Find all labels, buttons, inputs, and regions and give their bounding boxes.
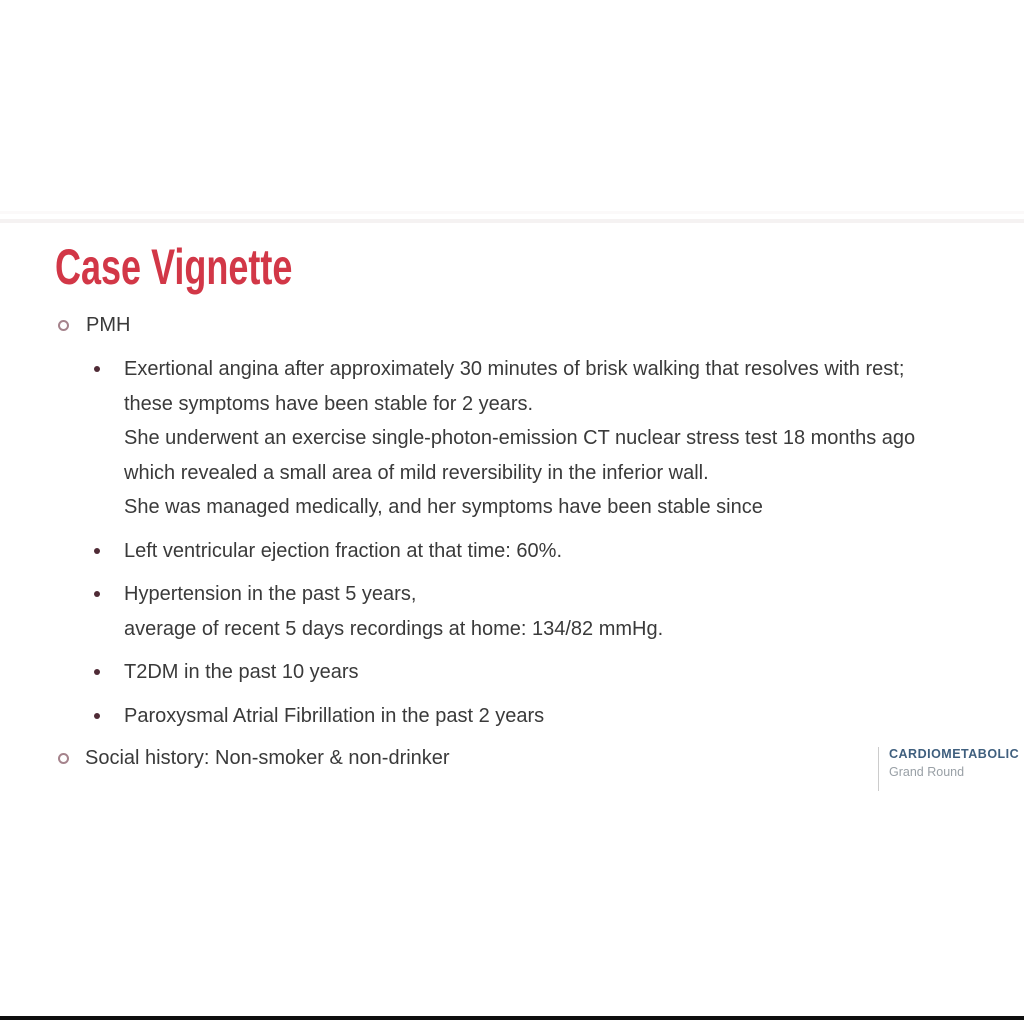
text-line: She underwent an exercise single-photon-emission CT nuclear stress test 18 months ago — [124, 427, 916, 449]
text-line: these symptoms have been stable for 2 years. — [124, 392, 534, 415]
logo-subtitle-text: Grand Round — [889, 765, 965, 779]
dot-bullet-icon — [94, 669, 100, 675]
text-line: Paroxysmal Atrial Fibrillation in the past 2 years — [124, 704, 545, 727]
bullet-item-social-history — [58, 741, 450, 776]
slide-top-rule-outer — [0, 211, 1024, 214]
bottom-edge-bar — [0, 1016, 1024, 1020]
bullet-text — [124, 655, 359, 690]
text-line: which revealed a small area of mild reversibility in the inferior wall. — [124, 461, 709, 484]
page-title: Case Vignette — [55, 239, 293, 295]
bullet-text — [124, 534, 562, 569]
bullet-item-pmh — [58, 308, 130, 343]
list-item — [91, 534, 1003, 569]
circle-bullet-icon — [58, 753, 69, 764]
bullet-label: PMH — [86, 314, 131, 336]
text-line: Left ventricular ejection fraction at that time: 60%. — [124, 539, 562, 562]
bullet-text — [124, 577, 663, 646]
dot-bullet-icon — [94, 713, 100, 719]
dot-bullet-icon — [94, 548, 100, 554]
text-line: She was managed medically, and her symptoms have been stable since — [124, 496, 763, 518]
text-line: Hypertension in the past 5 years, — [124, 583, 417, 605]
slide-top-rule — [0, 219, 1024, 223]
dot-bullet-icon — [94, 366, 100, 372]
circle-bullet-icon — [58, 320, 69, 331]
bullet-text — [124, 352, 915, 525]
bullet-text — [124, 699, 544, 734]
dot-bullet-icon — [94, 591, 100, 597]
text-line: T2DM in the past 10 years — [124, 661, 359, 683]
text-line: average of recent 5 days recordings at home: 134/82 mmHg. — [124, 617, 664, 640]
list-item — [91, 655, 1003, 690]
sub-bullet-list — [91, 352, 1003, 742]
list-item — [91, 577, 1003, 646]
list-item — [91, 352, 1003, 525]
text-line: Exertional angina after approximately 30 minutes of brisk walking that resolves with rest; — [124, 358, 905, 380]
cardiometabolic-logo — [878, 747, 1019, 791]
list-item — [91, 699, 1003, 734]
bullet-label: Social history: Non-smoker & non-drinker — [85, 747, 450, 769]
logo-brand-text: CARDIOMETABOLIC — [889, 747, 1020, 761]
